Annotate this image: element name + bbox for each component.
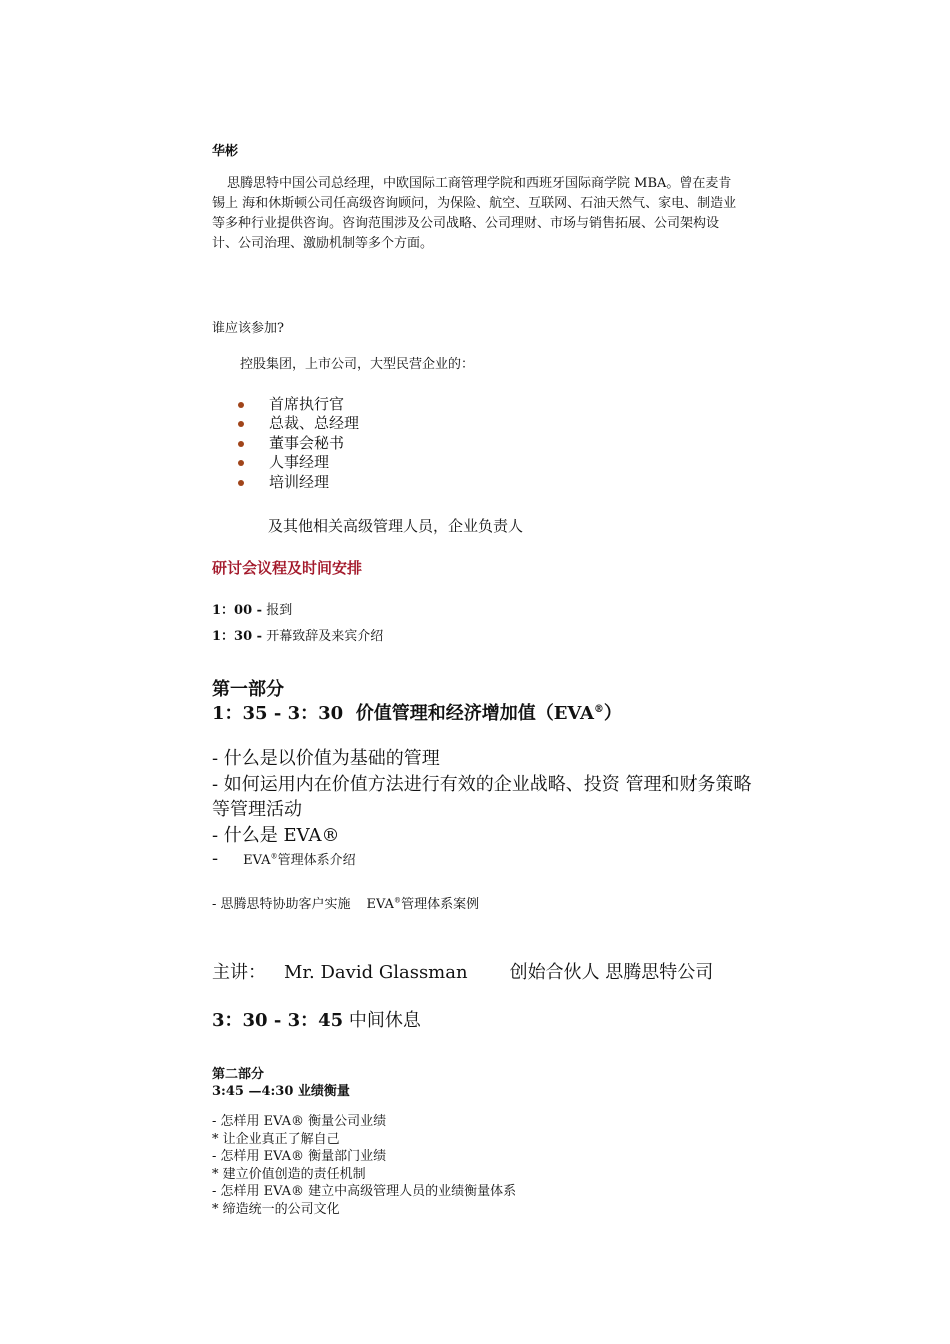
agenda-item xyxy=(212,625,383,644)
attendee-roles-list xyxy=(238,395,359,492)
part2-time: 3:45 —4:30 xyxy=(212,1084,294,1099)
break-label: 中间休息 xyxy=(343,1010,421,1031)
list-item: 董事会秘书 xyxy=(238,434,359,453)
part2-title: 业绩衡量 xyxy=(293,1084,350,1099)
list-item: - 怎样用 EVA® 衡量公司业绩 xyxy=(212,1114,387,1129)
bullet-icon xyxy=(238,480,244,486)
speaker-bio xyxy=(212,174,738,254)
list-item: 培训经理 xyxy=(238,473,359,492)
agenda-item xyxy=(212,599,292,618)
break-line xyxy=(212,1006,421,1032)
part1-speaker xyxy=(212,958,713,984)
agenda-time: 1：00 - xyxy=(212,603,263,618)
list-item: - 怎样用 EVA® 衡量部门业绩 xyxy=(212,1149,387,1165)
speaker-bio-text: 思腾思特中国公司总经理，中欧国际工商管理学院和西班牙国际商学院 MBA。曾在麦肯锡上 海和休斯顿公司任高级咨询顾问，为保险、航空、互联网、石油天然气、家电、制造业等多种行业提供咨询。咨询范围涉及公司战略、公司理财、市场与销售拓展、公司架构设计、公司治理、激励机制等多个方面。 xyxy=(212,176,737,251)
case-item: - 思腾思特协助客户实施 EVA®管理体系案例 xyxy=(212,895,480,912)
list-item: - 什么是以价值为基础的管理 xyxy=(212,748,440,769)
list-item: - EVA®管理体系介绍 xyxy=(212,848,356,869)
break-time: 3：30 - 3：45 xyxy=(212,1010,344,1031)
part1-time: 1：35 - 3：30 xyxy=(212,703,344,724)
agenda-time: 1：30 - xyxy=(212,629,263,644)
list-item: - 怎样用 EVA® 建立中高级管理人员的业绩衡量体系 xyxy=(212,1184,517,1200)
list-item: 总裁、总经理 xyxy=(238,414,359,433)
speaker-label: 主讲： xyxy=(212,962,266,983)
list-item: - 什么是 EVA® xyxy=(212,824,340,846)
attendees-question: 谁应该参加? xyxy=(212,321,284,336)
agenda-text: 报到 xyxy=(262,603,293,618)
bullet-icon xyxy=(238,421,244,427)
bullet-icon xyxy=(238,460,244,466)
agenda-text: 开幕致辞及来宾介绍 xyxy=(262,629,384,644)
list-item: * 建立价值创造的责任机制 xyxy=(212,1166,366,1182)
speaker-name: 华彬 xyxy=(212,144,239,159)
speaker-name-en: Mr. David Glassman xyxy=(284,962,468,983)
part2-label: 第二部分 xyxy=(212,1067,265,1082)
list-item: 首席执行官 xyxy=(238,395,359,414)
bullet-icon xyxy=(238,441,244,447)
part1-points xyxy=(212,746,752,848)
list-item: - 如何运用内在价值方法进行有效的企业战略、投资 管理和财务策略等管理活动 xyxy=(212,773,752,820)
speaker-title: 创始合伙人 思腾思特公司 xyxy=(509,962,714,983)
part2-heading xyxy=(212,1080,350,1099)
part2-points xyxy=(212,1113,516,1219)
part1-title: 价值管理和经济增加值（EVA®） xyxy=(355,703,622,724)
bullet-icon xyxy=(238,402,244,408)
agenda-title: 研讨会议程及时间安排 xyxy=(212,559,363,577)
attendees-others: 及其他相关高级管理人员，企业负责人 xyxy=(268,517,524,535)
attendees-intro: 控股集团，上市公司，大型民营企业的： xyxy=(240,357,475,372)
list-item: * 让企业真正了解自己 xyxy=(212,1131,340,1147)
list-item: 人事经理 xyxy=(238,453,359,472)
part1-heading xyxy=(212,699,622,725)
list-item: * 缔造统一的公司文化 xyxy=(212,1201,340,1217)
part1-label: 第一部分 xyxy=(212,679,284,700)
